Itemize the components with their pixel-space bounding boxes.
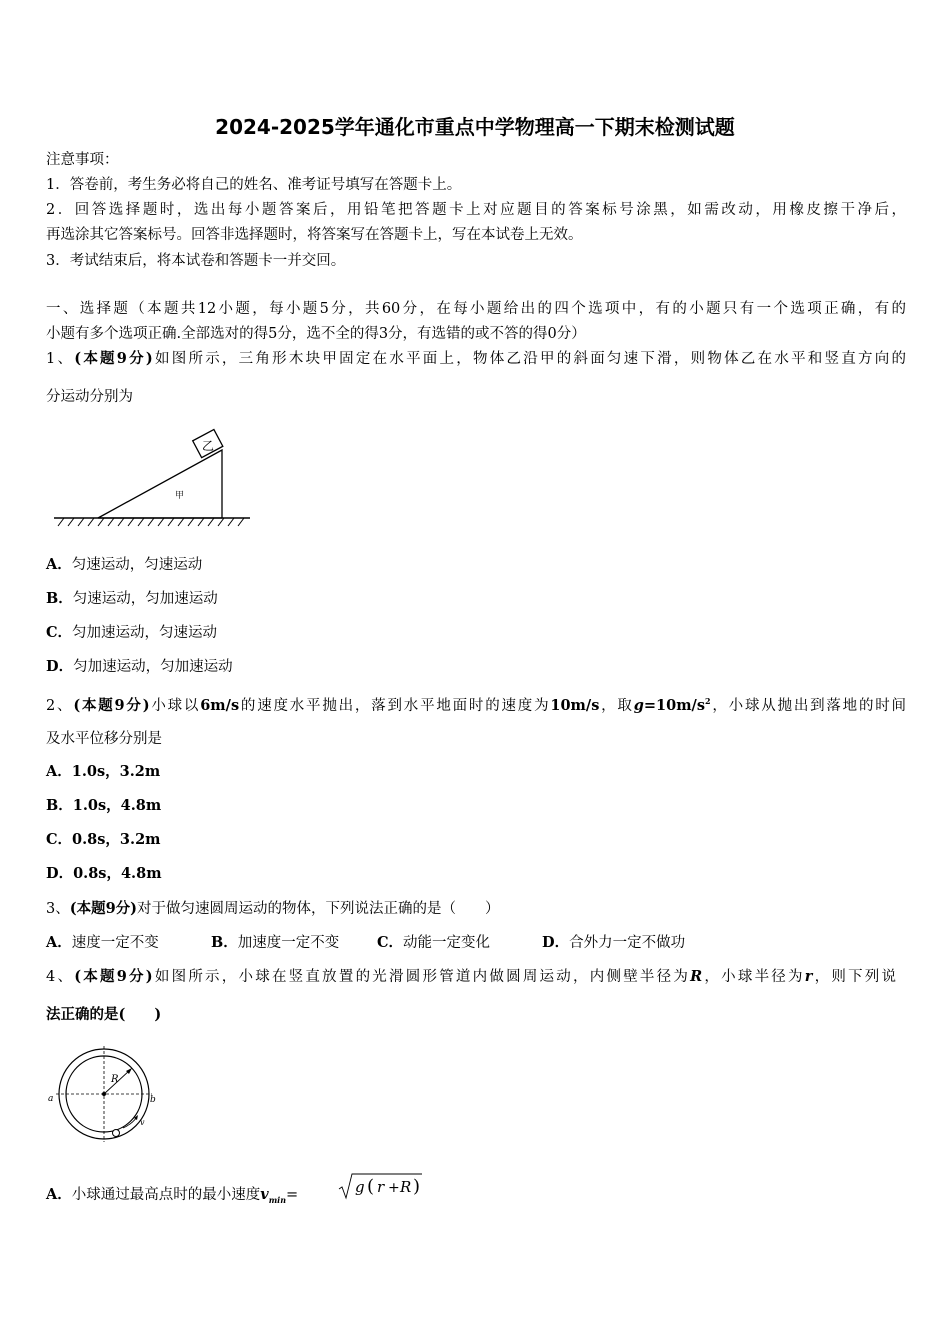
notice-heading: 注意事项：	[46, 152, 119, 168]
q3-option-a	[46, 933, 159, 953]
expr-r: r	[377, 1178, 385, 1196]
velocity-subscript: min	[268, 1194, 287, 1205]
option-text: 速度一定不变	[71, 935, 159, 951]
expr-close-paren: )	[413, 1176, 421, 1197]
incline-figure	[50, 428, 255, 528]
question-text: ，取	[599, 697, 634, 714]
question-3-stem	[46, 899, 500, 919]
question-text: ，小球半径为	[702, 969, 805, 985]
section-instructions-line2: 小题有多个选项正确.全部选对的得5分，选不全的得3分，有选错的或不答的得0分）	[46, 326, 586, 342]
question-1-stem	[46, 349, 906, 369]
option-label: C．	[46, 831, 73, 848]
question-score: (本题9分)	[69, 900, 138, 917]
q2-option-a	[46, 762, 160, 782]
question-2-stem	[46, 691, 906, 716]
notice-item-3: 3．考试结束后，将本试卷和答题卡一并交回。	[46, 253, 346, 269]
option-text: 匀加速运动，匀速运动	[72, 625, 218, 641]
circular-tube-figure	[44, 1040, 164, 1150]
option-label: D．	[46, 658, 74, 675]
gravity-symbol: g	[633, 696, 644, 714]
option-label: B．	[46, 797, 73, 814]
gravity-value: =10m/s	[643, 696, 706, 714]
option-label: C．	[46, 624, 73, 641]
notice-item-1: 1．答卷前，考生务必将自己的姓名、准考证号填写在答题卡上。	[46, 177, 462, 193]
inner-radius-symbol: R	[690, 968, 703, 985]
question-text: 的速度水平抛出，落到水平地面时的速度为	[239, 697, 551, 714]
option-text: 合外力一定不做功	[569, 935, 686, 951]
ball-radius-symbol: r	[804, 968, 813, 985]
sqrt-expression	[338, 1170, 424, 1202]
exam-title: 2024-2025学年通化市重点中学物理高一下期末检测试题	[215, 115, 735, 139]
option-text: 匀加速运动，匀加速运动	[73, 659, 233, 675]
velocity-symbol: v	[260, 1186, 269, 1203]
option-label: D．	[46, 865, 74, 882]
question-number: 2、	[46, 697, 74, 714]
question-score: (本题9分)	[74, 968, 153, 985]
question-text: 对于做匀速圆周运动的物体，下列说法正确的是（ ）	[137, 901, 500, 917]
q1-option-d	[46, 657, 233, 677]
option-text: 0.8s，4.8m	[73, 865, 162, 882]
q3-option-c	[377, 933, 490, 953]
q2-option-c	[46, 830, 161, 850]
question-1-stem-cont: 分运动分别为	[46, 389, 133, 405]
q1-option-a	[46, 555, 202, 575]
option-text: 小球通过最高点时的最小速度	[71, 1187, 261, 1203]
question-text: ，则下列说	[812, 969, 897, 985]
section-instructions-line1: 一、选择题（本题共12小题，每小题5分，共60分，在每小题给出的四个选项中，有的小题只有一个选项正确，有的	[46, 301, 906, 317]
point-b-label: b	[150, 1095, 156, 1105]
expr-g: g	[355, 1178, 365, 1196]
final-speed: 10m/s	[550, 696, 600, 714]
expr-R: R	[400, 1178, 412, 1196]
option-label: A．	[46, 763, 72, 780]
q2-option-d	[46, 864, 162, 884]
question-text: 法正确的是( )	[46, 1006, 162, 1023]
question-text: 如图所示，小球在竖直放置的光滑圆形管道内做圆周运动，内侧壁半径为	[152, 969, 691, 985]
q4-option-a	[46, 1185, 298, 1210]
option-label: C．	[377, 934, 404, 951]
option-text: 动能一定变化	[403, 935, 491, 951]
q2-option-b	[46, 796, 161, 816]
question-2-stem-cont: 及水平位移分别是	[46, 731, 162, 747]
option-label: A．	[46, 556, 72, 573]
question-number: 3、	[46, 901, 70, 917]
block-label: 乙	[202, 439, 215, 453]
option-text: 1.0s，3.2m	[71, 763, 161, 780]
expr-plus: +	[388, 1180, 400, 1196]
question-score: (本题9分)	[74, 350, 153, 367]
question-text: 如图所示，三角形木块甲固定在水平面上，物体乙沿甲的斜面匀速下滑，则物体乙在水平和竖直方向的	[152, 351, 907, 367]
question-score: (本题9分)	[73, 696, 150, 714]
option-text: 匀速运动，匀加速运动	[72, 591, 218, 607]
option-label: B．	[46, 590, 73, 607]
question-number: 1、	[46, 351, 75, 367]
gravity-exponent: 2	[705, 696, 711, 706]
question-number: 4、	[46, 969, 75, 985]
wedge-label: 甲	[175, 491, 185, 501]
q3-option-d	[542, 933, 685, 953]
option-text: 匀速运动，匀速运动	[71, 557, 203, 573]
question-4-stem-cont	[46, 1005, 161, 1025]
velocity-label: v	[140, 1118, 145, 1127]
expr-open-paren: (	[367, 1176, 375, 1197]
q3-option-b	[211, 933, 339, 953]
option-label: A．	[46, 1186, 72, 1203]
q1-option-c	[46, 623, 217, 643]
initial-speed: 6m/s	[200, 696, 240, 714]
point-a-label: a	[48, 1094, 54, 1104]
notice-item-2a: 2．回答选择题时，选出每小题答案后，用铅笔把答题卡上对应题目的答案标号涂黑，如需改动，用橡皮擦干净后，	[46, 202, 906, 218]
option-label: A．	[46, 934, 72, 951]
question-4-stem	[46, 967, 896, 987]
option-text: 0.8s，3.2m	[72, 831, 161, 848]
equals-sign: =	[286, 1187, 299, 1203]
option-label: B．	[211, 934, 238, 951]
option-text: 加速度一定不变	[237, 935, 340, 951]
notice-item-2b: 再选涂其它答案标号。回答非选择题时，将答案写在答题卡上，写在本试卷上无效。	[46, 227, 583, 243]
option-label: D．	[542, 934, 570, 951]
radius-label: R	[111, 1074, 119, 1085]
q1-option-b	[46, 589, 218, 609]
question-text: ，小球从抛出到落地的时间	[710, 697, 907, 714]
question-text: 小球以	[149, 697, 201, 714]
option-text: 1.0s，4.8m	[72, 797, 162, 814]
